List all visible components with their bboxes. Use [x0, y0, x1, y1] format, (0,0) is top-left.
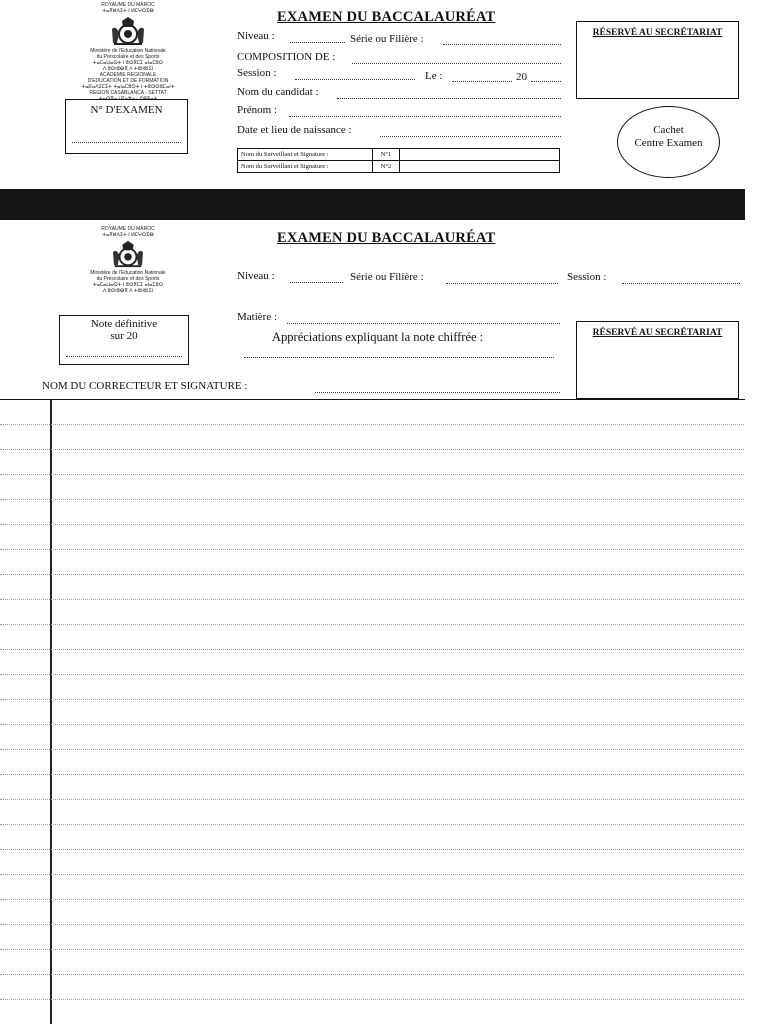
reserve-secretariat-box-bottom	[576, 321, 739, 399]
logo-ministry-1: Ministère de l'Education Nationale	[90, 48, 166, 54]
bottom-session-label: Session :	[567, 271, 607, 283]
note-definitive-label: Note définitive	[90, 318, 158, 330]
reserve-secretariat-label-bottom: RÉSERVÉ AU SECRÉTARIAT	[592, 328, 723, 338]
ruled-line	[0, 949, 744, 950]
bottom-serie-field[interactable]	[446, 283, 558, 284]
note-field[interactable]	[66, 356, 182, 357]
ruled-line	[0, 599, 744, 600]
bottom-niveau-field[interactable]	[290, 282, 343, 283]
ministry-logo-bottom	[72, 226, 184, 294]
exam-number-box[interactable]	[65, 99, 188, 154]
cachet-line-2: Centre Examen	[634, 137, 703, 149]
bottom-serie-label: Série ou Filière :	[350, 271, 424, 283]
date-field[interactable]	[452, 81, 512, 82]
ruled-line	[0, 524, 744, 525]
surveillant-n1-label: N°1	[373, 149, 400, 161]
reserve-secretariat-box-top	[576, 21, 739, 99]
ruled-line	[0, 699, 744, 700]
bottom-title: EXAMEN DU BACCALAURÉAT	[277, 230, 496, 246]
matiere-label: Matière :	[237, 311, 278, 323]
logo-country: ROYAUME DU MAROC	[101, 226, 155, 232]
session-field[interactable]	[295, 79, 415, 80]
logo-region: REGION CASABLANCA - SETTAT	[89, 90, 167, 96]
surveillant-label-2: Nom du Surveillant et Signature :	[238, 161, 373, 173]
exam-number-field[interactable]	[72, 142, 181, 143]
serie-label: Série ou Filière :	[350, 33, 424, 45]
ruled-line	[0, 424, 744, 425]
ruled-line	[0, 849, 744, 850]
logo-academy-1: ACADEMIE REGIONALE	[99, 72, 157, 78]
le-label: Le :	[425, 70, 443, 82]
niveau-label: Niveau :	[237, 30, 275, 42]
ruled-line	[0, 874, 744, 875]
logo-ministry-tifinagh-2: ⴷ ⵓⵙⵏⵓⴱⴳ ⴷ ⵜⵓⵏⵏⵓⵏⵉⵏ	[102, 288, 154, 294]
logo-ministry-tifinagh-1: ⵜⴰⵎⴰⵡⴰⵙⵜ ⵏ ⵓⵙⴳⵎⵉ ⴰⵏⴰⵎⵓⵔ	[92, 282, 164, 288]
surveillant-n2-label: N°2	[373, 161, 400, 173]
appreciations-field[interactable]	[244, 357, 554, 358]
composition-field[interactable]	[352, 63, 561, 64]
logo-ministry-tifinagh-1: ⵜⴰⵎⴰⵡⴰⵙⵜ ⵏ ⵓⵙⴳⵎⵉ ⴰⵏⴰⵎⵓⵔ	[92, 60, 164, 66]
logo-ministry-2: du Préscolaire et des Sports	[96, 276, 160, 282]
note-sur-20-label: sur 20	[110, 330, 138, 342]
ruled-line	[0, 999, 744, 1000]
session-label: Session :	[237, 67, 277, 79]
bottom-niveau-label: Niveau :	[237, 270, 275, 282]
ruled-line	[0, 824, 744, 825]
exam-number-label: N° D'EXAMEN	[90, 104, 163, 116]
logo-country-tifinagh: ⵜⴰⴳⵍⴷⵉⵜ ⵏ ⵍⵎⵖⵔⵉⴱ	[102, 8, 154, 14]
ruled-line	[0, 924, 744, 925]
ruled-line	[0, 549, 744, 550]
logo-ministry-1: Ministère de l'Education Nationale	[90, 270, 166, 276]
candidat-field[interactable]	[337, 98, 561, 99]
niveau-field[interactable]	[290, 42, 345, 43]
logo-country-tifinagh: ⵜⴰⴳⵍⴷⵉⵜ ⵏ ⵍⵎⵖⵔⵉⴱ	[102, 232, 154, 238]
ruled-line	[0, 749, 744, 750]
composition-label: COMPOSITION DE :	[237, 51, 336, 63]
writing-margin-line	[50, 400, 52, 1024]
reserve-secretariat-label-top: RÉSERVÉ AU SECRÉTARIAT	[592, 28, 723, 38]
ministry-logo-top	[72, 2, 184, 102]
year-field[interactable]	[531, 81, 561, 82]
ruled-line	[0, 674, 744, 675]
surveillant-row-1	[238, 149, 560, 161]
ruled-line	[0, 799, 744, 800]
cachet-stamp-circle	[617, 106, 720, 178]
surveillant-label-1: Nom du Surveillant et Signature :	[238, 149, 373, 161]
ruled-line	[0, 499, 744, 500]
prenom-field[interactable]	[289, 116, 561, 117]
top-title: EXAMEN DU BACCALAURÉAT	[277, 9, 496, 25]
surveillant-n2-field[interactable]	[400, 161, 560, 173]
ruled-line	[0, 774, 744, 775]
ruled-line	[0, 574, 744, 575]
surveillant-table	[237, 148, 560, 173]
serie-field[interactable]	[443, 44, 561, 45]
logo-region-tifinagh: ⵜⴰⵙⴳⴰ ⵏ ⴽⴰⵣⴰ - ⵙⵟⵟⴰⵜ	[98, 96, 158, 102]
logo-ministry-tifinagh-2: ⴷ ⵓⵙⵏⵓⴱⴳ ⴷ ⵜⵓⵏⵏⵓⵏⵉⵏ	[102, 66, 154, 72]
writing-area-top-rule	[0, 399, 745, 400]
candidat-label: Nom du candidat :	[237, 86, 319, 98]
bottom-session-field[interactable]	[622, 283, 740, 284]
header-separator-band	[0, 189, 745, 220]
logo-country: ROYAUME DU MAROC	[101, 2, 155, 8]
ruled-line	[0, 974, 744, 975]
ruled-line	[0, 649, 744, 650]
logo-ministry-2: du Préscolaire et des Sports	[96, 54, 160, 60]
logo-academy-2: D'EDUCATION ET DE FORMATION	[87, 78, 169, 84]
ruled-line	[0, 724, 744, 725]
matiere-field[interactable]	[287, 323, 560, 324]
ruled-line	[0, 449, 744, 450]
surveillant-row-2	[238, 161, 560, 173]
ruled-line	[0, 474, 744, 475]
ruled-line	[0, 899, 744, 900]
year-label: 20	[516, 71, 527, 83]
naissance-field[interactable]	[380, 136, 561, 137]
correcteur-field[interactable]	[315, 392, 560, 393]
ruled-line	[0, 624, 744, 625]
naissance-label: Date et lieu de naissance :	[237, 124, 352, 136]
coat-of-arms-icon	[108, 239, 148, 269]
correcteur-label: NOM DU CORRECTEUR ET SIGNATURE :	[42, 380, 248, 392]
coat-of-arms-icon	[108, 15, 148, 47]
prenom-label: Prénom :	[237, 104, 278, 116]
note-definitive-box[interactable]	[59, 315, 189, 365]
surveillant-n1-field[interactable]	[400, 149, 560, 161]
cachet-line-1: Cachet	[653, 124, 684, 136]
logo-academy-tifinagh: ⵜⴰⴽⴰⴷⵉⵎⵉⵜ ⵜⴰⵏⴰⵎⵓⵔⵜ ⵏ ⵜⵓⵙⵙⵓⵎⴰⵏⵜ	[81, 84, 175, 90]
appreciations-label: Appréciations expliquant la note chiffrée :	[272, 330, 484, 344]
